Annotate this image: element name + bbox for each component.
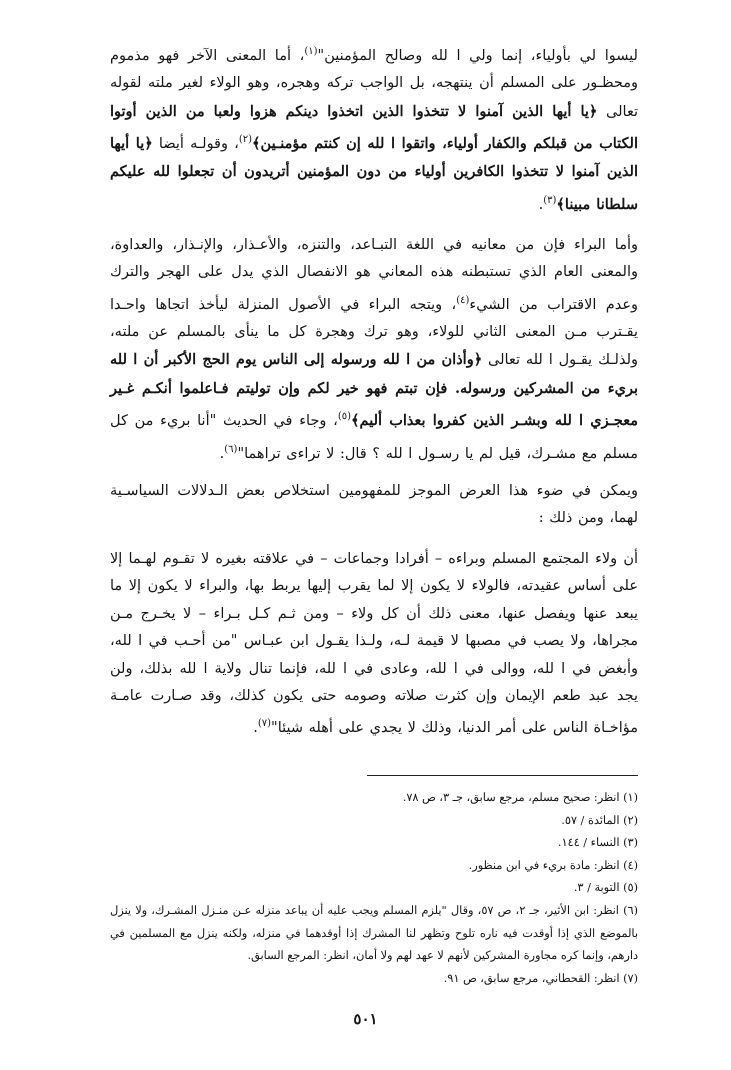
page-number: ٥٠١	[353, 1010, 378, 1028]
para4-text-2: .	[253, 720, 258, 737]
para1-text-1: ليسوا لي بأولياء، إنما ولي ا لله وصالح المؤمنين"	[317, 47, 638, 64]
para2-text-1: وأما البراء فإن من معانيه في اللغة التبـاعد، والتنزه، والأعـذار، والإنـذار، والعداوة، والمعنى العام الذي تستبطنه هذه المعاني هو الانفصال الذي يدل على الهجر والترك وعدم الاقتراب من الشيء	[110, 237, 638, 313]
footnote-4: (٤) انظر: مادة بريء في ابن منظور.	[468, 858, 638, 872]
footnote-ref-7: (٧)	[257, 718, 272, 730]
footnote-divider	[367, 775, 638, 776]
footnote-7: (٧) انظر: القحطاني، مرجع سابق، ص ٩١.	[443, 971, 638, 985]
paragraph-2	[110, 232, 638, 468]
footnote-1: (١) انظر: صحيح مسلم، مرجع سابق، جـ ٣، ص ٧٨.	[402, 791, 638, 804]
para1-text-2: ، أما المعنى الآخر فهو مذموم ومحظـور على المسلم أن ينتهجه، بل الواجب تركه وهجره، وهو الولاء لغير ملته لقوله تعالى	[110, 47, 638, 120]
quran-verse-2: ﴿يا أيها الذين آمنوا لا تتخذوا الكافرين أولياء من دون المؤمنين أتريدون أن تجعلوا لله عليكم سلطانا مبينا﴾	[110, 134, 638, 213]
footnote-2: (٢) المائدة / ٥٧.	[561, 813, 638, 827]
para1-text-4: .	[538, 196, 544, 213]
para3-text: ويمكن في ضوء هذا العرض الموجز للمفهومين استخلاص بعض الـدلالات السياسـية لهما، ومن ذلك :	[110, 483, 638, 527]
paragraph-4	[110, 546, 638, 743]
footnote-ref-5: (٥)	[337, 411, 352, 423]
para1-text-3: ، وقولـه أيضا	[152, 135, 239, 152]
footnote-ref-6: (٦)	[224, 443, 238, 455]
footnotes	[110, 787, 638, 990]
para2-text-4: .	[219, 445, 225, 462]
paragraph-1	[110, 38, 638, 219]
paragraph-3	[110, 478, 638, 533]
footnote-ref-3: (٣)	[543, 194, 557, 206]
quran-verse-3: ﴿وأذان من ا لله ورسوله إلى الناس يوم الحج الأكبر أن ا لله بريء من المشركين ورسوله. فإن تبتم فهو خير لكم وإن توليتم فـاعلموا أنكـم غـير معجـزي ا لله وبشـر الذين كفروا بعذاب أليم﴾	[110, 351, 638, 430]
footnote-5: (٥) التوبة / ٣.	[573, 881, 638, 895]
para4-text-1: أن ولاء المجتمع المسلم وبراءه – أفرادا وجماعات – في علاقته بغيره لا تقـوم لهـما إلا على أساس عقيدته، فالولاء لا يكون إلا لما يقرب إليها يربط بها، والبراء لا يكون إلا ما يبعد عنها ويفصل عنها، معنى ذلك أن كل ولاء – ومن ثـم كـل بـراء – لا يخـرج مـن مجراها، ولا يصب في مصبها لا قيمة لـه، ولـذا يقـول ابن عبـاس "من أحـب في ا لله، وأبغض في ا لله، ووالى في ا لله، وعادى في ا لله، فإنما تنال ولاية ا لله بذلك، ولن يجد عبد طعم الإيمان وإن كثرت صلاته وصومه حتى يكون كذلك، وقد صـارت عامـة مؤاخـاة الناس على أمر الدنيا، وذلك لا يجدي على أهله شيئا"	[110, 551, 638, 737]
para2-text-3: ، وجاء في الحديث "أنا بريء من كل مسلم مع مشـرك، قيل لم يا رسـول ا لله ؟ قال: لا تراءى تراهما"	[110, 413, 638, 462]
para2-text-2: ، ويتجه البراء في الأصول المنزلة ليأخذ اتجاها واحـدا يقـترب مـن المعنى الثاني للولاء، وهو ترك وهجرة كل ما ينأى بالمسلم عن ملته، ولذلـك يقـول ا لله تعالى	[110, 296, 638, 369]
footnote-3: (٣) النساء / ١٤٤.	[557, 836, 638, 850]
quran-verse-1: ﴿يا أيها الذين آمنوا لا تتخذوا الذين اتخذوا دينكم هزوا ولعبا من الذين أوتوا الكتاب من قبلكم والكفار أولياء، واتقوا ا لله إن كنتم مؤمنـين﴾	[110, 102, 638, 152]
footnote-ref-2: (٢)	[238, 134, 253, 146]
footnote-ref-4: (٤)	[456, 294, 470, 306]
footnote-6: (٦) انظر: ابن الأثير، جـ ٢، ص ٥٧، وقال "يلزم المسلم ويجب عليه أن يباعد منزله عـن منـزل المشـرك، ولا ينزل بالموضع الذي إذا أوقدت فيه ناره تلوح وتظهر لنا المشرك إذا أوقدهما في منزله، ولكنه ينزل مع المسلمين في دارهم، وإنما كره مجاورة المشركين لأنهم لا عهد لهم ولا أمان، انظر: المرجع السابق.	[110, 903, 638, 963]
footnote-ref-1: (١)	[304, 46, 318, 57]
